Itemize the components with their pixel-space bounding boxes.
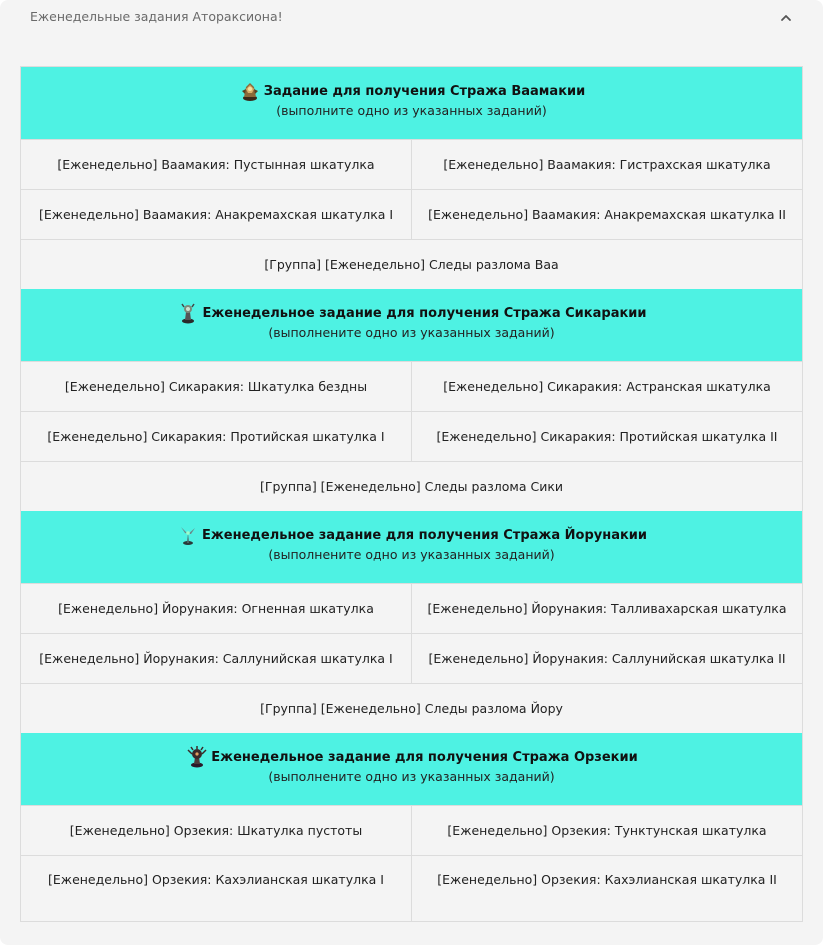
quests-table — [20, 66, 803, 922]
table-row — [21, 189, 802, 239]
quest-cell[interactable]: [Еженедельно] Сикаракия: Астранская шкатулка — [411, 362, 802, 411]
quest-cell[interactable]: [Еженедельно] Орзекия: Тунктунская шкатулка — [411, 806, 802, 855]
table-row-group — [21, 461, 802, 511]
panel-title: Еженедельные задания Атораксиона! — [30, 9, 283, 24]
orzeki-guardian-icon — [185, 745, 209, 769]
quest-cell[interactable]: [Еженедельно] Йорунакия: Саллунийская шкатулка I — [39, 651, 393, 666]
table-row-group — [21, 683, 802, 733]
group-quest-cell[interactable]: [Группа] [Еженедельно] Следы разлома Ваа — [264, 257, 559, 272]
table-row — [21, 805, 802, 855]
quest-cell[interactable]: [Еженедельно] Орзекия: Кахэлианская шкатулка II — [411, 856, 802, 921]
section-title: Еженедельное задание для получения Стража Орзекии — [211, 749, 638, 765]
quest-cell[interactable]: [Еженедельно] Ваамакия: Анакремахская шкатулка I — [38, 207, 394, 222]
section-subtitle: (выполнените одно из указанных заданий) — [268, 769, 555, 784]
section-title: Задание для получения Стража Ваамакии — [263, 83, 586, 99]
table-row-group — [21, 239, 802, 289]
table-row — [21, 139, 802, 189]
quest-cell[interactable]: [Еженедельно] Сикаракия: Протийская шкатулка II — [411, 412, 802, 461]
group-quest-cell[interactable]: [Группа] [Еженедельно] Следы разлома Йору — [260, 701, 563, 716]
quest-cell[interactable]: [Еженедельно] Сикаракия: Шкатулка бездны — [64, 379, 368, 394]
quest-cell[interactable]: [Еженедельно] Ваамакия: Анакремахская шкатулка II — [411, 190, 802, 239]
table-row — [21, 633, 802, 683]
yoruneki-guardian-icon — [176, 523, 200, 547]
section-subtitle: (выполнените одно из указанных заданий) — [268, 325, 555, 340]
table-row — [21, 855, 802, 921]
quest-cell[interactable]: [Еженедельно] Йорунакия: Саллунийская шкатулка II — [411, 634, 802, 683]
section-header-orzeki — [21, 733, 802, 805]
section-title: Еженедельное задание для получения Стража Йорунакии — [201, 527, 648, 543]
table-row — [21, 361, 802, 411]
quest-cell[interactable]: [Еженедельно] Ваамакия: Пустынная шкатулка — [57, 157, 375, 172]
quest-cell[interactable]: [Еженедельно] Ваамакия: Гистрахская шкатулка — [411, 140, 802, 189]
panel-header[interactable] — [0, 0, 823, 36]
section-header-sikaraki — [21, 289, 802, 361]
sikaraki-guardian-icon — [176, 301, 200, 325]
section-title: Еженедельное задание для получения Стража Сикаракии — [202, 305, 647, 321]
section-subtitle: (выполните одно из указанных заданий) — [276, 103, 547, 118]
chevron-up-icon[interactable] — [776, 8, 796, 28]
quest-cell[interactable]: [Еженедельно] Сикаракия: Протийская шкатулка I — [47, 429, 385, 444]
table-row — [21, 583, 802, 633]
quest-cell[interactable]: [Еженедельно] Йорунакия: Огненная шкатулка — [58, 601, 374, 616]
quest-cell[interactable]: [Еженедельно] Орзекия: Шкатулка пустоты — [69, 823, 363, 838]
quest-cell[interactable]: [Еженедельно] Орзекия: Кахэлианская шкатулка I — [48, 872, 384, 887]
group-quest-cell[interactable]: [Группа] [Еженедельно] Следы разлома Сики — [260, 479, 563, 494]
quest-cell[interactable]: [Еженедельно] Йорунакия: Талливахарская шкатулка — [411, 584, 802, 633]
table-row — [21, 411, 802, 461]
vaamaki-guardian-icon — [238, 79, 262, 103]
section-header-vaamaki — [21, 67, 802, 139]
section-subtitle: (выполнените одно из указанных заданий) — [268, 547, 555, 562]
section-header-yoruneki — [21, 511, 802, 583]
